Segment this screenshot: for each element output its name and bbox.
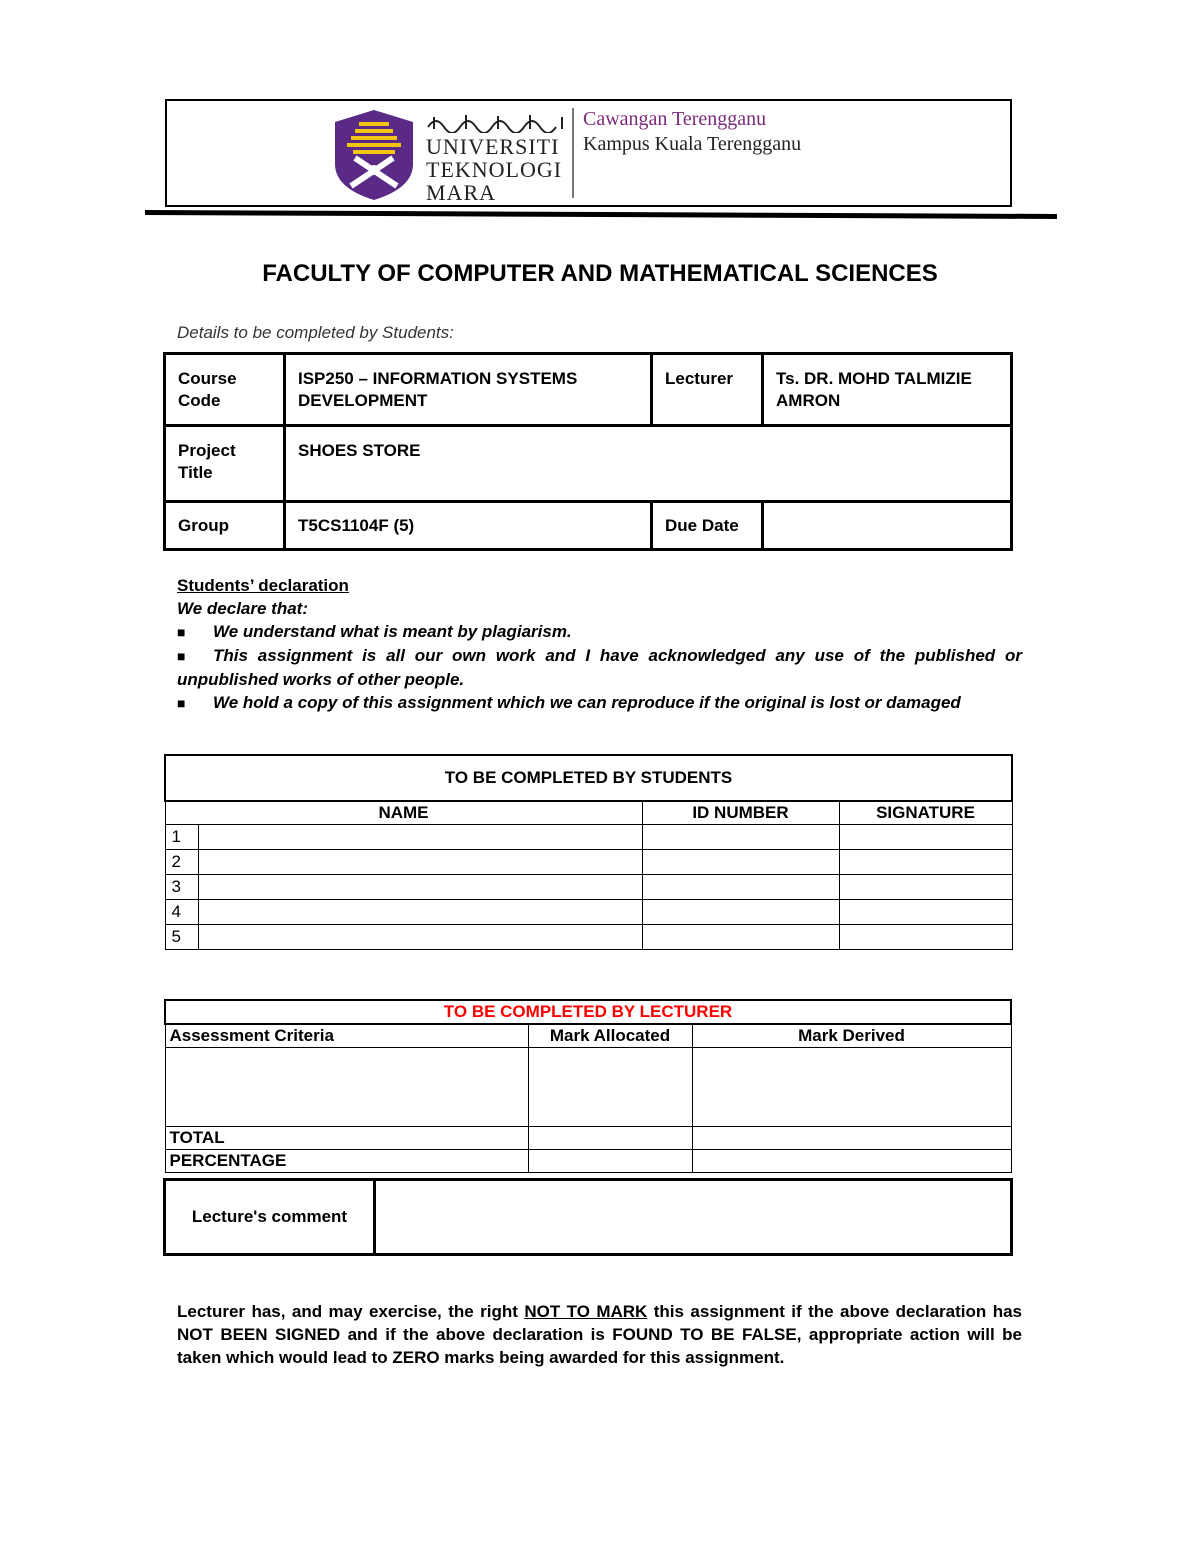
criteria-cell[interactable] [165,1048,528,1127]
table-row [165,755,1012,801]
declaration-item [177,644,1022,691]
table-row [165,925,1012,950]
student-name-cell[interactable] [198,900,642,925]
student-signature-cell[interactable] [839,875,1012,900]
column-header-mark-allocated: Mark Allocated [528,1024,692,1048]
table-row [165,426,1012,502]
student-name-cell[interactable] [198,850,642,875]
header-rule [145,210,1057,219]
table-header-row [165,801,1012,825]
declaration-title: Students’ declaration [177,576,349,595]
column-header-name: NAME [165,801,642,825]
bullet-icon: ■ [177,695,186,711]
mark-allocated-cell[interactable] [528,1048,692,1127]
table-row [165,1000,1011,1024]
column-header-id: ID NUMBER [642,801,839,825]
group-label: Group [165,502,285,550]
student-name-cell[interactable] [198,825,642,850]
table-row [165,1180,1012,1255]
student-name-cell[interactable] [198,875,642,900]
bullet-icon: ■ [177,648,186,664]
lecturer-table-caption: TO BE COMPLETED BY LECTURER [165,1000,1011,1024]
declaration-item [177,620,1022,644]
due-date-value[interactable] [763,502,1012,550]
logo-divider [572,108,574,198]
declaration-item [177,691,1022,715]
university-name-line-3: MARA [426,180,497,205]
comment-table [163,1178,1013,1256]
warning-emphasis: NOT TO MARK [524,1302,648,1321]
students-table-caption: TO BE COMPLETED BY STUDENTS [165,755,1012,801]
column-header-mark-derived: Mark Derived [692,1024,1011,1048]
column-header-signature: SIGNATURE [839,801,1012,825]
table-row [165,850,1012,875]
row-number: 1 [165,825,198,850]
row-number: 4 [165,900,198,925]
student-signature-cell[interactable] [839,825,1012,850]
course-code-label: Course Code [165,354,285,426]
table-row [165,900,1012,925]
student-id-cell[interactable] [642,925,839,950]
row-number: 5 [165,925,198,950]
lecturer-value[interactable]: Ts. DR. MOHD TALMIZIE AMRON [763,354,1012,426]
total-label: TOTAL [165,1127,528,1150]
table-row [165,825,1012,850]
student-name-cell[interactable] [198,925,642,950]
student-signature-cell[interactable] [839,900,1012,925]
faculty-title: FACULTY OF COMPUTER AND MATHEMATICAL SCIENCES [262,260,938,287]
percentage-derived-cell[interactable] [692,1150,1011,1173]
comment-label: Lecture's comment [165,1180,375,1255]
due-date-label: Due Date [652,502,763,550]
bullet-icon: ■ [177,624,186,640]
total-derived-cell[interactable] [692,1127,1011,1150]
details-note: Details to be completed by Students: [177,323,454,342]
mark-derived-cell[interactable] [692,1048,1011,1127]
uitm-emblem-icon [333,108,415,202]
student-id-cell[interactable] [642,825,839,850]
table-row [165,502,1012,550]
table-row [165,875,1012,900]
warning-text-2: this assignment if the above declaration has NOT BEEN SIGNED and if the above declaration is FOUND TO BE FALSE, appropriate action will be taken which would lead to ZERO marks being awarded for this assignment. [177,1302,1022,1367]
row-number: 3 [165,875,198,900]
table-row [165,1048,1011,1127]
declaration-item-text: We hold a copy of this assignment which we can reproduce if the original is lost or damaged [213,693,961,712]
table-row [165,354,1012,426]
students-declaration [177,574,1022,715]
student-signature-cell[interactable] [839,850,1012,875]
course-info-table [163,352,1013,551]
declaration-intro: We declare that: [177,599,309,618]
campus-subtitle: Kampus Kuala Terengganu [583,133,802,155]
marking-warning [177,1300,1022,1369]
declaration-item-text: We understand what is meant by plagiarism. [213,622,572,641]
university-name-line-1: UNIVERSITI [426,134,560,159]
student-id-cell[interactable] [642,900,839,925]
percentage-allocated-cell[interactable] [528,1150,692,1173]
row-number: 2 [165,850,198,875]
declaration-item-text: This assignment is all our own work and I have acknowledged any use of the published or unpublished works of other people. [177,646,1022,689]
arabic-script-logo [426,111,566,133]
project-title-label: Project Title [165,426,285,502]
table-header-row [165,1024,1011,1048]
lecturer-table [164,999,1012,1173]
total-allocated-cell[interactable] [528,1127,692,1150]
university-name-line-2: TEKNOLOGI [426,157,563,182]
table-row [165,1150,1011,1173]
percentage-label: PERCENTAGE [165,1150,528,1173]
project-title-value[interactable]: SHOES STORE [285,426,1012,502]
table-row [165,1127,1011,1150]
student-id-cell[interactable] [642,850,839,875]
comment-field[interactable] [375,1180,1012,1255]
students-table [164,754,1013,950]
column-header-criteria: Assessment Criteria [165,1024,528,1048]
group-value[interactable]: T5CS1104F (5) [285,502,652,550]
student-signature-cell[interactable] [839,925,1012,950]
course-code-value[interactable]: ISP250 – INFORMATION SYSTEMS DEVELOPMENT [285,354,652,426]
campus-name: Cawangan Terengganu [583,108,767,130]
student-id-cell[interactable] [642,875,839,900]
lecturer-label: Lecturer [652,354,763,426]
warning-text-1: Lecturer has, and may exercise, the right [177,1302,525,1321]
